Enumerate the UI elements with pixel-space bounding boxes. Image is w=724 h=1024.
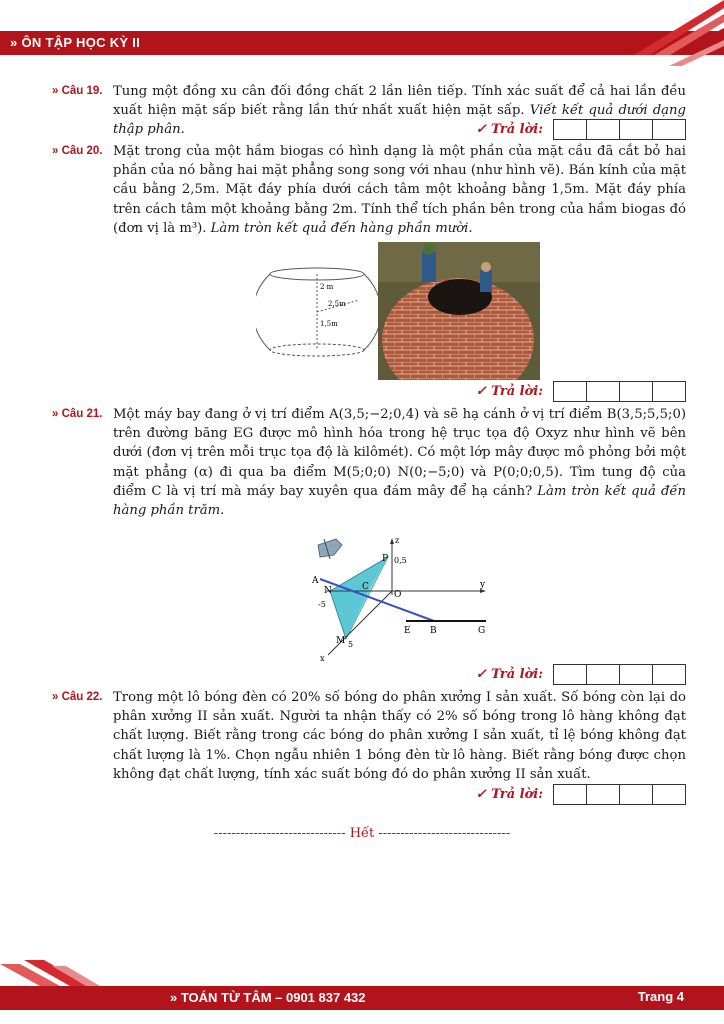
label-a: A	[312, 576, 319, 586]
question-instruction: Làm tròn kết quả đến hàng phần trăm.	[113, 483, 686, 519]
label-b: B	[430, 626, 437, 636]
question-text: Mặt trong của một hầm biogas có hình dạng là một phần của mặt cầu đã cắt bỏ hai phần của nó bằng hai mặt phẳng song song với nhau (như hình vẽ). Bán kính của mặt cầu bằng 2,5m. Mặt đáy phía dưới cách tâm một khoảng bằng 1,5m. Mặt đáy phía trên cách tâm một khoảng bằng 2m. Tính thể tích phần bên trong của hầm biogas đó (đơn vị là m³).	[113, 144, 686, 236]
footer-contact: » TOÁN TỪ TÂM – 0901 837 432	[170, 990, 366, 1005]
answer-row-20	[476, 381, 686, 401]
label-neg5: -5	[318, 600, 326, 609]
label-n: N	[324, 586, 332, 596]
biogas-photo	[378, 242, 540, 380]
label-z: z	[395, 536, 400, 545]
answer-boxes[interactable]	[553, 664, 686, 685]
question-22	[52, 688, 686, 784]
label-m: M	[336, 636, 346, 646]
footer-stripes-decoration	[0, 960, 200, 988]
header-title: » ÔN TẬP HỌC KỲ II	[10, 35, 141, 50]
answer-row-22	[476, 784, 686, 804]
answer-row-21	[476, 664, 686, 684]
airplane-icon	[318, 539, 342, 559]
label-p-value: 0,5	[394, 556, 407, 565]
label-top-distance: 2 m	[320, 283, 334, 291]
page-number: Trang 4	[637, 989, 684, 1004]
question-label: » Câu 20.	[52, 145, 103, 157]
label-x: x	[320, 654, 325, 663]
answer-label: ✓ Trả lời:	[475, 121, 543, 137]
question-21	[52, 405, 686, 520]
label-y: y	[480, 580, 486, 590]
answer-boxes[interactable]	[553, 784, 686, 805]
question-label: » Câu 22.	[52, 691, 103, 703]
question-label: » Câu 19.	[52, 85, 103, 97]
question-instruction: Viết kết quả dưới dạng thập phân.	[113, 103, 686, 138]
label-o: O	[394, 590, 402, 600]
answer-boxes[interactable]	[553, 119, 686, 140]
label-g: G	[478, 626, 486, 636]
label-radius: 2,5m	[328, 300, 346, 308]
question-label: » Câu 21.	[52, 408, 103, 420]
end-marker: ------------------------------ Hết ------------------------------	[213, 826, 511, 841]
footer-bar	[0, 986, 724, 1010]
answer-label: ✓ Trả lời:	[475, 383, 543, 399]
coordinate-diagram	[306, 535, 496, 665]
label-bottom-distance: 1,5m	[320, 320, 338, 328]
answer-label: ✓ Trả lời:	[475, 786, 543, 802]
answer-row-19	[476, 119, 686, 139]
question-instruction: Làm tròn kết quả đến hàng phần mười.	[210, 220, 473, 236]
label-p: P	[382, 554, 389, 564]
question-text: Tung một đồng xu cân đối đồng chất 2 lần liên tiếp. Tính xác suất để cả hai lần đều xuất hiện mặt sấp biết rằng lần thứ nhất xuất hiện mặt sấp.	[113, 84, 686, 119]
header-stripes-decoration	[614, 0, 724, 70]
biogas-sphere-diagram	[256, 262, 378, 362]
label-c: C	[362, 582, 369, 592]
label-m-value: 5	[348, 640, 354, 649]
question-text: Một máy bay đang ở vị trí điểm A(3,5;−2;0,4) và sẽ hạ cánh ở vị trí điểm B(3,5;5,5;0) trên đường băng EG được mô hình hóa trong hệ trục tọa độ Oxyz như hình vẽ bên dưới (đơn vị trên mỗi trục tọa độ là kilômét). Có một lớp mây được mô phỏng bởi một mặt phẳng (α) đi qua ba điểm M(5;0;0) N(0;−5;0) và P(0;0;0,5). Tìm tung độ của điểm C là vị trí mà máy bay xuyên qua đám mây để hạ cánh?	[113, 407, 686, 499]
answer-boxes[interactable]	[553, 381, 686, 402]
question-text: Trong một lô bóng đèn có 20% số bóng do phân xưởng I sản xuất. Số bóng còn lại do phân xưởng II sản xuất. Người ta nhận thấy có 2% số bóng trong lô hàng không đạt chất lượng. Biết rằng trong các bóng do phân xưởng I sản xuất, tỉ lệ bóng không đạt chất lượng là 1%. Chọn ngẫu nhiên 1 bóng đèn từ lô hàng. Biết rằng bóng được chọn không đạt chất lượng, tính xác suất bóng đó do phân xưởng II sản xuất.	[113, 690, 686, 782]
label-e: E	[404, 626, 411, 636]
answer-label: ✓ Trả lời:	[475, 666, 543, 682]
question-20	[52, 142, 686, 238]
